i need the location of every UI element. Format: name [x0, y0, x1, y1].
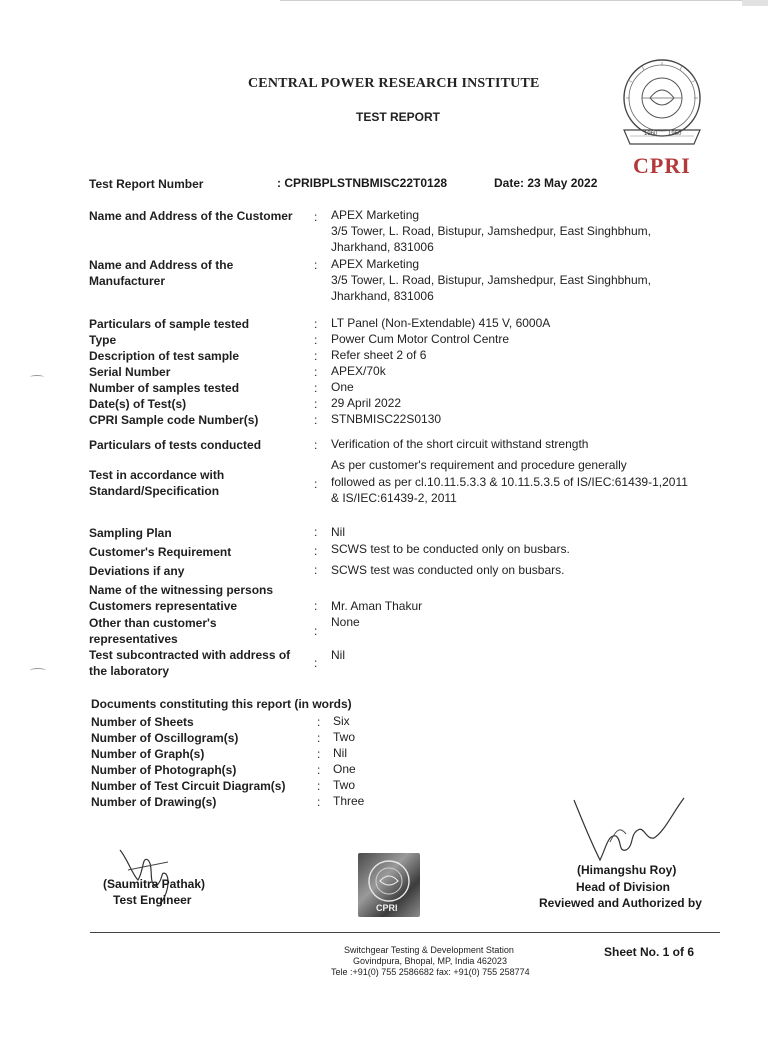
manufacturer-address-line1: 3/5 Tower, L. Road, Bistupur, Jamshedpur, East Singhbhum,	[331, 273, 651, 287]
report-number: : CPRIBPLSTNBMISC22T0128	[277, 176, 448, 190]
sample-code-label: CPRI Sample code Number(s)	[89, 413, 259, 427]
tests-conducted-label: Particulars of tests conducted	[89, 438, 262, 452]
right-signatory-role: Head of Division	[576, 880, 671, 894]
colon: :	[314, 624, 318, 638]
documents-heading: Documents constituting this report (in words)	[91, 697, 352, 711]
seal-graphic	[612, 52, 712, 152]
serial-value: APEX/70k	[331, 364, 386, 378]
scan-corner-mark	[742, 0, 768, 6]
sample-count-label: Number of samples tested	[89, 381, 240, 395]
colon: :	[317, 731, 321, 745]
doc-row-label: Number of Test Circuit Diagram(s)	[91, 779, 286, 793]
doc-row-value: Nil	[333, 746, 347, 760]
report-title: TEST REPORT	[356, 110, 441, 124]
colon: :	[314, 381, 318, 395]
serial-label: Serial Number	[89, 365, 171, 379]
doc-row-label: Number of Photograph(s)	[91, 763, 237, 777]
doc-row-label: Number of Sheets	[91, 715, 194, 729]
colon: :	[314, 397, 318, 411]
doc-row-value: Three	[333, 794, 365, 808]
doc-row-label: Number of Graph(s)	[91, 747, 205, 761]
doc-row-label: Number of Oscillogram(s)	[91, 731, 239, 745]
scan-top-edge	[280, 0, 768, 1]
customer-rep-value: Mr. Aman Thakur	[331, 599, 423, 613]
institute-name: CENTRAL POWER RESEARCH INSTITUTE	[248, 76, 540, 91]
sampling-plan-label: Sampling Plan	[89, 526, 172, 540]
doc-row-value: Two	[333, 778, 356, 792]
other-rep-label-line2: representatives	[89, 632, 178, 646]
scan-speck	[30, 668, 46, 673]
report-number-label: Test Report Number	[89, 177, 204, 191]
deviations-value: SCWS test was conducted only on busbars.	[331, 563, 565, 577]
cpri-logo-text: CPRI	[633, 153, 691, 178]
left-signatory-role: Test Engineer	[113, 893, 192, 907]
manufacturer-name: APEX Marketing	[331, 257, 420, 271]
sheet-number: Sheet No. 1 of 6	[604, 945, 695, 959]
footer-address: Govindpura, Bhopal, MP, India 462023	[353, 956, 507, 966]
colon: :	[314, 438, 318, 452]
sample-code-value: STNBMISC22S0130	[331, 412, 442, 426]
standard-label-line1: Test in accordance with	[89, 468, 225, 482]
seal-year-left: 1960	[644, 131, 658, 137]
colon: :	[314, 544, 318, 558]
other-rep-value: None	[331, 615, 360, 629]
colon: :	[314, 563, 318, 577]
colon: :	[317, 779, 321, 793]
scan-speck	[30, 375, 44, 379]
colon: :	[314, 210, 318, 224]
standard-line2: followed as per cl.10.11.5.3.3 & 10.11.5.3.5 of IS/IEC:61439-1,2011	[331, 475, 688, 489]
colon: :	[314, 349, 318, 363]
colon: :	[317, 795, 321, 809]
subcontract-value: Nil	[331, 648, 345, 662]
subcontract-label-line2: the laboratory	[89, 664, 170, 678]
description-value: Refer sheet 2 of 6	[331, 348, 427, 362]
left-signatory-name: (Saumitra Pathak)	[103, 877, 206, 891]
doc-row-label: Number of Drawing(s)	[91, 795, 217, 809]
colon: :	[317, 747, 321, 761]
report-date: Date: 23 May 2022	[494, 176, 598, 190]
particulars-value: LT Panel (Non-Extendable) 415 V, 6000A	[331, 316, 551, 330]
witness-label: Name of the witnessing persons	[89, 583, 274, 597]
colon: :	[317, 715, 321, 729]
standard-line3: & IS/IEC:61439-2, 2011	[331, 491, 457, 505]
standard-label-line2: Standard/Specification	[89, 484, 220, 498]
colon: :	[314, 317, 318, 331]
colon: :	[314, 525, 318, 539]
manufacturer-label-line2: Manufacturer	[89, 274, 166, 288]
description-label: Description of test sample	[89, 349, 240, 363]
footer-phone: Tele :+91(0) 755 2586682 fax: +91(0) 755 258774	[331, 967, 530, 977]
tests-conducted-value: Verification of the short circuit withstand strength	[331, 437, 589, 451]
colon: :	[314, 477, 318, 491]
colon: :	[314, 413, 318, 427]
customer-label: Name and Address of the Customer	[89, 209, 293, 223]
hologram-stamp	[358, 853, 420, 917]
type-label: Type	[89, 333, 117, 347]
stamp-text: CPRI	[376, 903, 398, 913]
colon: :	[317, 763, 321, 777]
cpri-seal-logo	[612, 52, 712, 152]
customer-requirement-label: Customer's Requirement	[89, 545, 232, 559]
footer-rule	[90, 932, 720, 933]
manufacturer-address-line2: Jharkhand, 831006	[331, 289, 434, 303]
sample-count-value: One	[331, 380, 354, 394]
sampling-plan-value: Nil	[331, 525, 345, 539]
customer-rep-label: Customers representative	[89, 599, 238, 613]
colon: :	[314, 365, 318, 379]
seal-year-right: 1960	[668, 131, 682, 137]
doc-row-value: One	[333, 762, 356, 776]
customer-address-line1: 3/5 Tower, L. Road, Bistupur, Jamshedpur, East Singhbhum,	[331, 224, 651, 238]
colon: :	[314, 656, 318, 670]
right-signatory-name: (Himangshu Roy)	[577, 863, 677, 877]
authorization-note: Reviewed and Authorized by	[539, 896, 702, 910]
deviations-label: Deviations if any	[89, 564, 185, 578]
customer-name: APEX Marketing	[331, 208, 420, 222]
doc-row-value: Two	[333, 730, 356, 744]
colon: :	[314, 599, 318, 613]
test-dates-label: Date(s) of Test(s)	[89, 397, 187, 411]
customer-address-line2: Jharkhand, 831006	[331, 240, 434, 254]
footer-station: Switchgear Testing & Development Station	[344, 945, 514, 955]
standard-line1: As per customer's requirement and procedure generally	[331, 458, 627, 472]
test-dates-value: 29 April 2022	[331, 396, 402, 410]
manufacturer-label-line1: Name and Address of the	[89, 258, 234, 272]
colon: :	[314, 333, 318, 347]
particulars-label: Particulars of sample tested	[89, 317, 250, 331]
doc-row-value: Six	[333, 714, 350, 728]
type-value: Power Cum Motor Control Centre	[331, 332, 510, 346]
subcontract-label-line1: Test subcontracted with address of	[89, 648, 291, 662]
customer-requirement-value: SCWS test to be conducted only on busbars.	[331, 542, 570, 556]
other-rep-label-line1: Other than customer's	[89, 616, 217, 630]
colon: :	[314, 258, 318, 272]
